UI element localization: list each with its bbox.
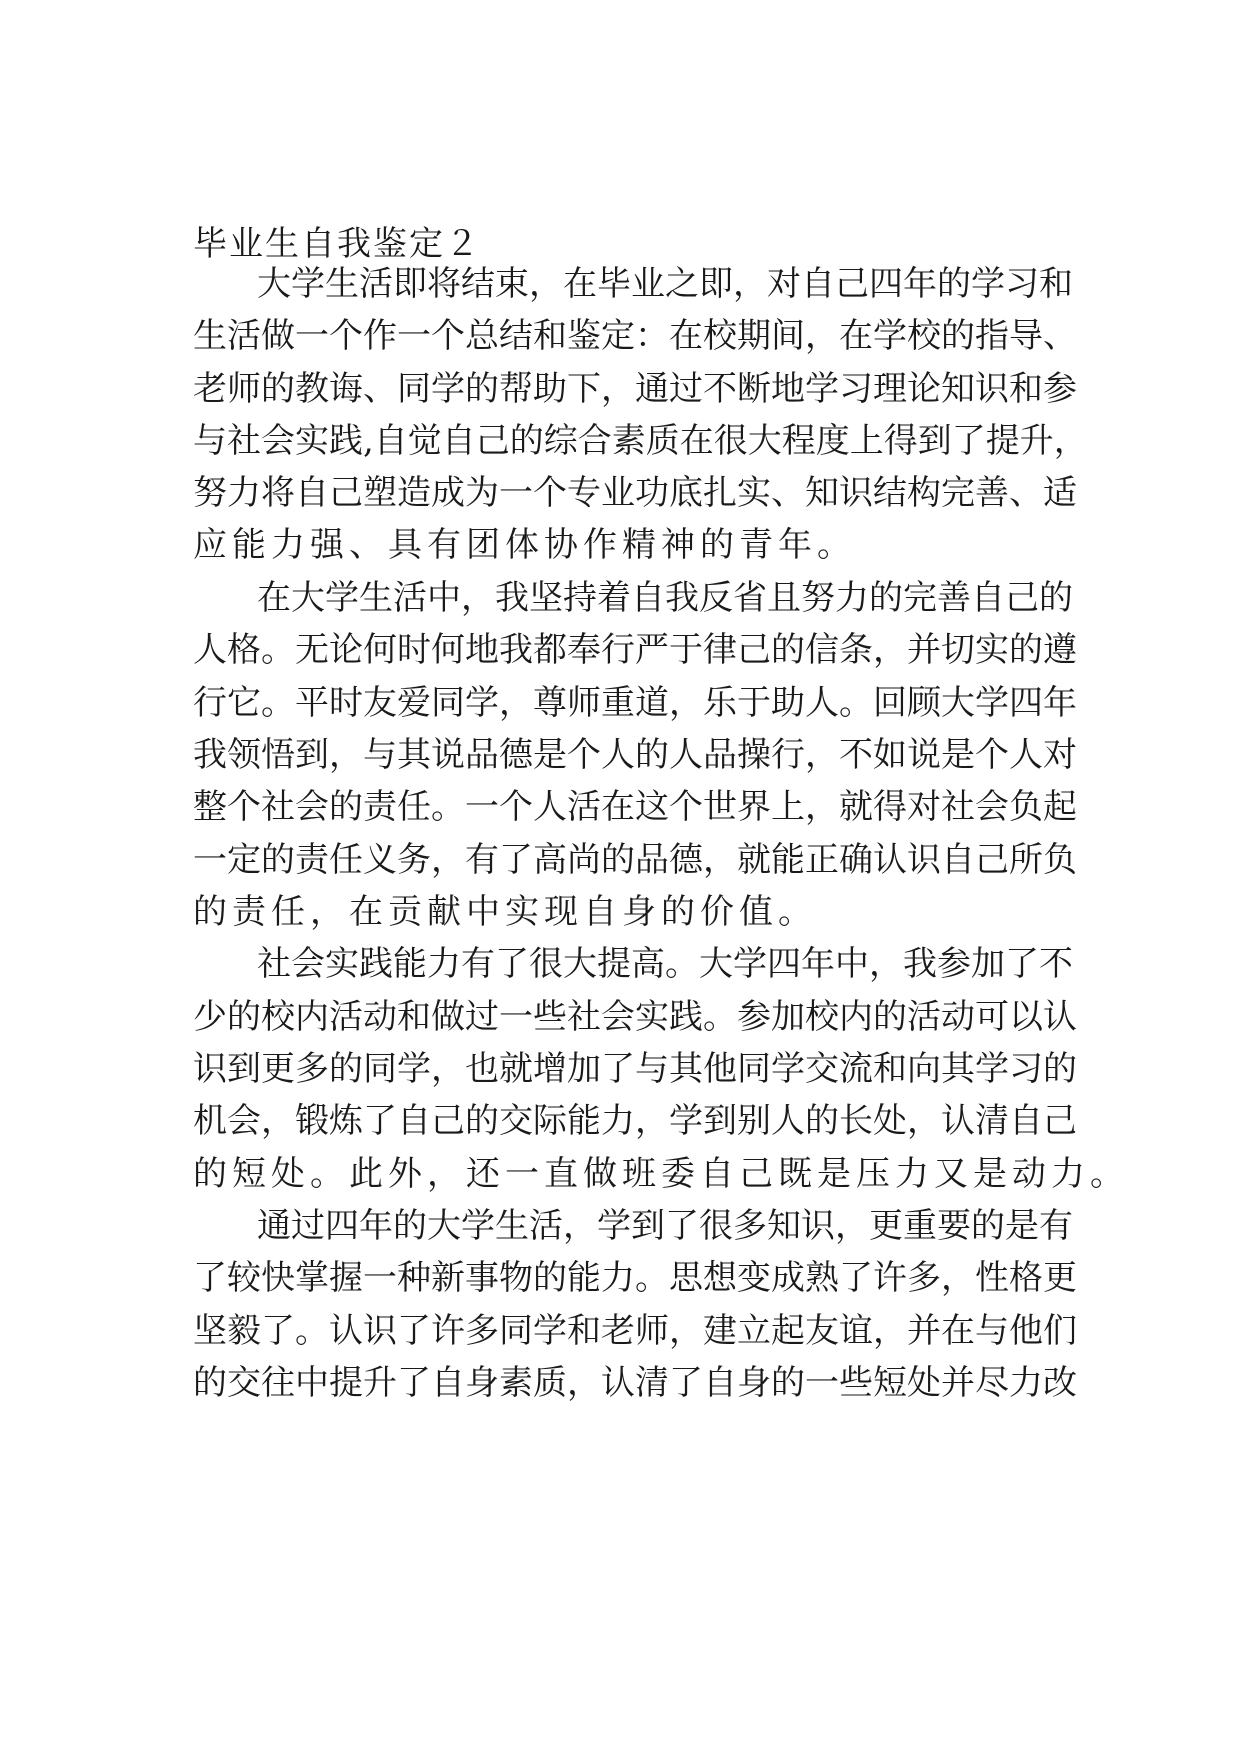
text-line: 的责任，在贡献中实现自身的价值。	[193, 892, 817, 932]
text-line: 坚毅了。认识了许多同学和老师，建立起友谊，并在与他们	[193, 1311, 1077, 1351]
text-line: 与社会实践,自觉自己的综合素质在很大程度上得到了提升，	[193, 421, 1088, 461]
text-line: 老师的教诲、同学的帮助下，通过不断地学习理论知识和参	[193, 369, 1077, 409]
text-line: 大学生活即将结束，在毕业之即，对自己四年的学习和	[257, 264, 1073, 304]
text-line: 行它。平时友爱同学，尊师重道，乐于助人。回顾大学四年	[193, 683, 1077, 723]
text-line: 通过四年的大学生活，学到了很多知识，更重要的是有	[257, 1206, 1073, 1246]
text-line: 应能力强、具有团体协作精神的青年。	[193, 525, 856, 565]
text-line: 我领悟到，与其说品德是个人的人品操行，不如说是个人对	[193, 735, 1077, 775]
text-line: 社会实践能力有了很大提高。大学四年中，我参加了不	[257, 944, 1073, 984]
text-line: 一定的责任义务，有了高尚的品德，就能正确认识自己所负	[193, 840, 1077, 880]
text-line: 的短处。此外，还一直做班委自己既是压力又是动力。	[193, 1154, 1129, 1194]
text-line: 在大学生活中，我坚持着自我反省且努力的完善自己的	[257, 578, 1073, 618]
text-line: 生活做一个作一个总结和鉴定：在校期间，在学校的指导、	[193, 316, 1077, 356]
text-line: 机会，锻炼了自己的交际能力，学到别人的长处，认清自己	[193, 1101, 1077, 1141]
text-line: 少的校内活动和做过一些社会实践。参加校内的活动可以认	[193, 997, 1077, 1037]
text-line: 了较快掌握一种新事物的能力。思想变成熟了许多，性格更	[193, 1258, 1077, 1298]
text-line: 人格。无论何时何地我都奉行严于律己的信条，并切实的遵	[193, 630, 1077, 670]
text-line: 识到更多的同学，也就增加了与其他同学交流和向其学习的	[193, 1049, 1077, 1089]
text-line: 努力将自己塑造成为一个专业功底扎实、知识结构完善、适	[193, 473, 1077, 513]
text-line: 的交往中提升了自身素质，认清了自身的一些短处并尽力改	[193, 1363, 1077, 1403]
document-title: 毕业生自我鉴定２	[193, 224, 481, 264]
text-line: 整个社会的责任。一个人活在这个世界上，就得对社会负起	[193, 787, 1077, 827]
